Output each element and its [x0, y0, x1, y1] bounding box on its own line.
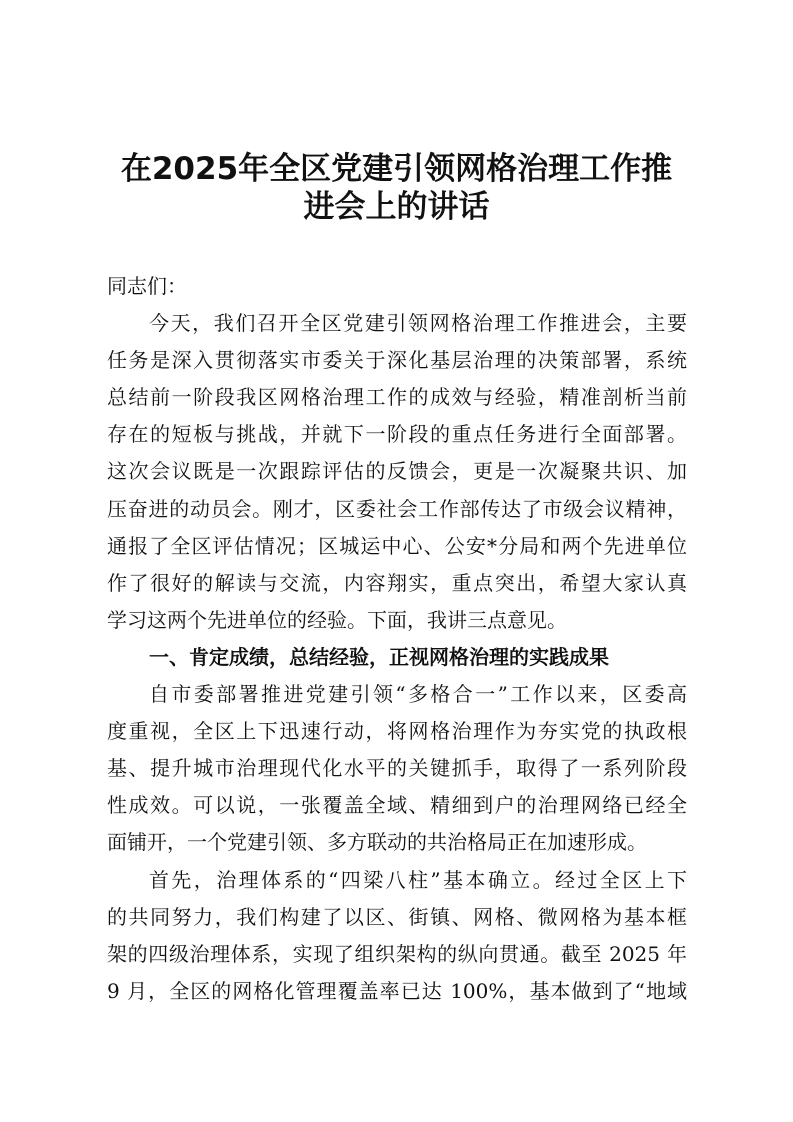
paragraph-line: 总结前一阶段我区网格治理工作的成效与经验，精准剖析当前 — [107, 385, 687, 410]
document-body — [107, 268, 687, 1010]
paragraph-line: 基、提升城市治理现代化水平的关键抓手，取得了一系列阶段 — [107, 756, 687, 781]
paragraph-line: 9 月，全区的网格化管理覆盖率已达 100%，基本做到了“地域 — [107, 978, 687, 1003]
paragraph-line: 学习这两个先进单位的经验。下面，我讲三点意见。 — [107, 607, 567, 632]
paragraph-line: 面铺开，一个党建引领、多方联动的共治格局正在加速形成。 — [107, 830, 647, 855]
paragraph-line: 通报了全区评估情况；区城运中心、公安*分局和两个先进单位 — [107, 533, 687, 558]
paragraph-line: 首先，治理体系的“四梁八柱”基本确立。经过全区上下 — [149, 867, 687, 892]
paragraph-line: 今天，我们召开全区党建引领网格治理工作推进会，主要 — [149, 311, 687, 336]
paragraph-line: 性成效。可以说，一张覆盖全域、精细到户的治理网络已经全 — [107, 793, 687, 818]
paragraph-line: 任务是深入贯彻落实市委关于深化基层治理的决策部署，系统 — [107, 348, 687, 373]
paragraph-line: 架的四级治理体系，实现了组织架构的纵向贯通。截至 2025 年 — [107, 941, 687, 966]
paragraph-line: 作了很好的解读与交流，内容翔实，重点突出，希望大家认真 — [107, 570, 687, 595]
paragraph-line: 压奋进的动员会。刚才，区委社会工作部传达了市级会议精神， — [107, 496, 687, 521]
title-line-2: 进会上的讲话 — [303, 189, 490, 225]
paragraph-line: 存在的短板与挑战，并就下一阶段的重点任务进行全面部署。 — [107, 422, 687, 447]
paragraph-line: 的共同努力，我们构建了以区、街镇、网格、微网格为基本框 — [107, 904, 687, 929]
paragraph-line: 这次会议既是一次跟踪评估的反馈会，更是一次凝聚共识、加 — [107, 459, 687, 484]
salutation: 同志们： — [107, 274, 187, 298]
section-heading: 一、肯定成绩，总结经验，正视网格治理的实践成果 — [149, 644, 609, 669]
paragraph-line: 自市委部署推进党建引领“多格合一”工作以来，区委高 — [149, 682, 687, 707]
title-line-1: 在2025年全区党建引领网格治理工作推 — [120, 151, 673, 187]
paragraph-line: 度重视，全区上下迅速行动，将网格治理作为夯实党的执政根 — [107, 719, 687, 744]
document-title — [100, 150, 693, 226]
